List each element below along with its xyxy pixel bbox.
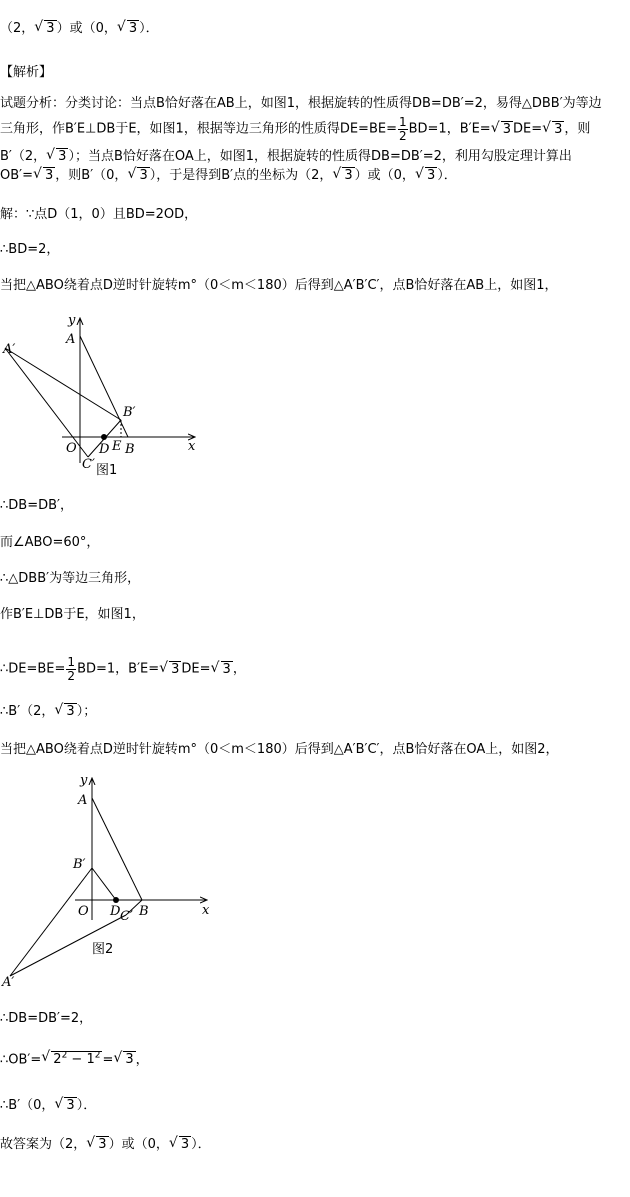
- sqrt-3: √ 3: [54, 705, 76, 718]
- label-B1: B′: [73, 857, 86, 872]
- label-A1: A′: [2, 975, 15, 990]
- analysis-line-1: 试题分析：分类讨论：当点B恰好落在AB上，如图1，根据旋转的性质得DB=DB′=2，易得△DBB′为等边: [0, 96, 602, 111]
- sqrt-3: √ 3: [332, 169, 354, 182]
- segment-A1-B1: [10, 868, 92, 976]
- figure-2-caption: 图2: [92, 942, 114, 957]
- solution-line-8: ∴DE=BE= $\frac{1}{2}$ BD=1，B′E=√ 3 DE=√ 3 ，: [0, 656, 246, 682]
- sqrt-3: √ 3: [34, 22, 56, 35]
- figure-1: [0, 308, 210, 478]
- answer-header: [0, 22, 159, 35]
- point-D: [101, 434, 107, 440]
- sqrt-3: √ 3: [415, 169, 437, 182]
- segment-AB: [92, 798, 142, 900]
- segment-B1-D: [92, 868, 116, 900]
- solution-line-3: 当把△ABO绕着点D逆时针旋转m°（0＜m＜180）后得到△A′B′C′，点B恰好落在AB上，如图1，: [0, 278, 558, 293]
- solution-line-11: ∴DB=DB′=2，: [0, 1011, 93, 1026]
- analysis-line-4: OB′=√ 3 ，则B′（0，√ 3 ），于是得到B′点的坐标为（2，√ 3 ）或（0，√ 3 ）．: [0, 169, 457, 182]
- sqrt-3: √ 3: [33, 169, 55, 182]
- sqrt-3: √ 3: [159, 663, 181, 676]
- label-y: y: [80, 773, 88, 788]
- label-y: y: [68, 313, 76, 328]
- solution-line-6: ∴△DBB′为等边三角形，: [0, 571, 141, 586]
- label-x: x: [202, 903, 210, 918]
- solution-line-14: 故答案为（2，√ 3 ）或（0，√ 3 ）．: [0, 1138, 211, 1151]
- answer-mid: ）或（0，: [56, 21, 117, 36]
- fraction-half: $\frac{1}{2}$: [398, 115, 407, 143]
- sqrt-3: √ 3: [542, 123, 564, 136]
- label-C1: C′: [120, 909, 133, 924]
- solution-line-10: 当把△ABO绕着点D逆时针旋转m°（0＜m＜180）后得到△A′B′C′，点B恰好落在OA上，如图2，: [0, 742, 559, 757]
- label-C1: C′: [82, 457, 95, 472]
- sqrt-3: √ 3: [491, 123, 513, 136]
- label-B1: B′: [123, 405, 136, 420]
- fraction-half: $\frac{1}{2}$: [67, 655, 76, 683]
- figure-1-caption: 图1: [96, 463, 118, 478]
- sqrt-3: √ 3: [86, 1138, 108, 1151]
- solution-line-7: 作B′E⊥DB于E，如图1，: [0, 607, 145, 622]
- solution-line-9: ∴B′（2，√ 3 ）；: [0, 705, 96, 718]
- analysis-line-3: B′（2，√ 3 ）；当点B恰好落在OA上，如图1，根据旋转的性质得DB=DB′=2，利用勾股定理计算出: [0, 150, 572, 163]
- sqrt-3: √ 3: [117, 22, 139, 35]
- label-O: O: [66, 441, 77, 456]
- solution-line-2: ∴BD=2，: [0, 242, 60, 257]
- label-E: E: [112, 439, 122, 454]
- answer-end: ）．: [139, 21, 159, 36]
- analysis-line-2: 三角形，作B′E⊥DB于E，如图1，根据等边三角形的性质得DE=BE= $\frac{1}{2}$ BD=1，B′E=√ 3 DE=√ 3 ，则: [0, 116, 590, 142]
- sqrt-expression: √ $2^2 - 1^2$: [41, 1052, 102, 1066]
- label-B: B: [139, 904, 149, 919]
- label-D: D: [110, 904, 121, 919]
- segment-A1-B1: [5, 348, 121, 420]
- sqrt-3: √ 3: [54, 1099, 76, 1112]
- label-O: O: [78, 904, 89, 919]
- sqrt-3: √ 3: [113, 1053, 135, 1066]
- figure-2: [0, 770, 220, 990]
- label-D: D: [99, 442, 110, 457]
- point-D: [113, 897, 119, 903]
- sqrt-3: √ 3: [169, 1138, 191, 1151]
- solution-line-5: 而∠ABO=60°，: [0, 535, 100, 550]
- solution-line-12: ∴OB′=√ $2^2 - 1^2$ =√ 3 ，: [0, 1052, 149, 1066]
- solution-line-13: ∴B′（0，√ 3 ）．: [0, 1099, 96, 1112]
- label-A: A: [66, 332, 76, 347]
- label-A: A: [78, 793, 88, 808]
- solution-line-4: ∴DB=DB′，: [0, 498, 73, 513]
- label-A1: A′: [3, 342, 16, 357]
- section-title: 【解析】: [0, 65, 53, 80]
- sqrt-3: √ 3: [127, 169, 149, 182]
- label-x: x: [188, 439, 196, 454]
- label-B: B: [125, 442, 135, 457]
- solution-line-1: 解：∵点D（1，0）且BD=2OD，: [0, 207, 198, 222]
- sqrt-3: √ 3: [46, 150, 68, 163]
- sqrt-3: √ 3: [211, 663, 233, 676]
- answer-prefix: （2，: [0, 21, 35, 36]
